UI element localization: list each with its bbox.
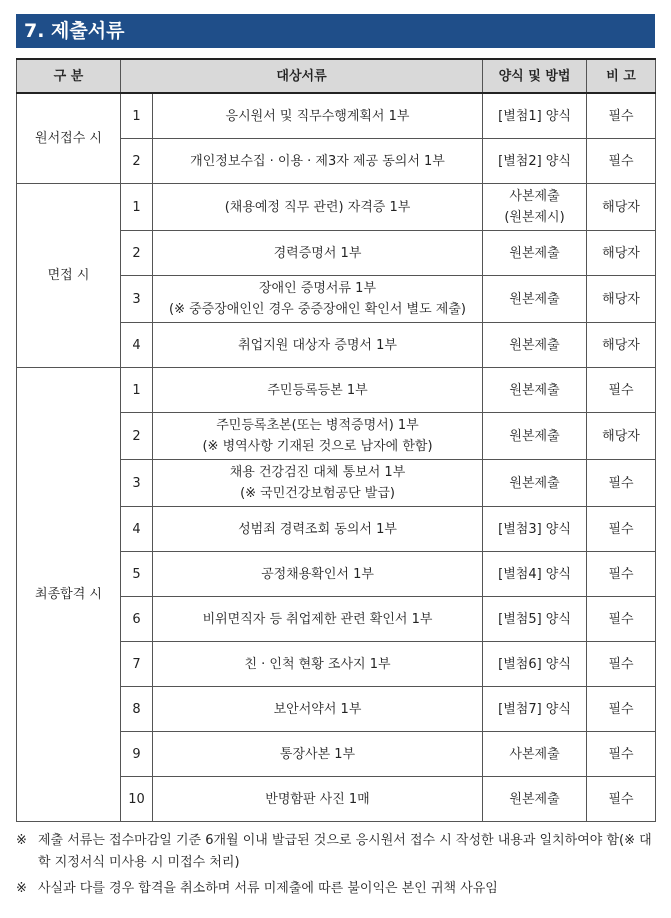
table-header-row [17,59,656,93]
table-row [17,184,656,231]
submission-method [483,507,587,552]
document-name-text: 주민등록초본(또는 병적증명서) 1부 [216,418,419,433]
row-number-text: 1 [132,108,141,124]
remark-text: 필수 [608,382,634,398]
row-number-text: 9 [132,746,141,762]
row-number-text: 2 [132,428,141,444]
document-name-text: 개인정보수집 · 이용 · 제3자 제공 동의서 1부 [190,153,445,169]
submission-method [483,413,587,460]
document-name [153,231,483,276]
submission-method [483,732,587,777]
row-number [121,552,153,597]
remark [587,507,656,552]
submission-method-note: (원본제시) [504,210,565,225]
submission-method-text: [별첨7] 양식 [498,701,571,717]
submission-method-text: 원본제출 [509,382,560,398]
document-name [153,276,483,323]
row-number [121,777,153,822]
header-category: 구 분 [17,59,121,93]
row-number-text: 6 [132,611,141,627]
document-name-text: 주민등록등본 1부 [267,382,368,398]
note-mark: ※ [16,881,27,896]
submission-method-text: [별첨5] 양식 [498,611,571,627]
document-name-text: 장애인 증명서류 1부 [259,281,376,296]
document-name [153,687,483,732]
category-cell: 최종합격 시 [17,368,121,822]
document-name-text: 친 · 인척 현황 조사지 1부 [244,656,391,672]
submission-method-text: [별첨2] 양식 [498,153,571,169]
table-row [17,93,656,139]
remark [587,323,656,368]
submission-method-text: 원본제출 [509,291,560,307]
document-name-text: 비위면직자 등 취업제한 관련 확인서 1부 [202,611,433,627]
submission-method [483,642,587,687]
row-number-text: 1 [132,199,141,215]
submission-method-text: 원본제출 [509,428,560,444]
submission-method-text: [별첨6] 양식 [498,656,571,672]
document-name [153,507,483,552]
remark [587,139,656,184]
document-name-text: 응시원서 및 직무수행계획서 1부 [225,108,410,124]
remark-text: 필수 [608,475,634,491]
submission-method-text: [별첨1] 양식 [498,108,571,124]
remark-text: 필수 [608,611,634,627]
document-name [153,460,483,507]
remark-text: 해당자 [602,291,640,307]
row-number [121,460,153,507]
remark-text: 해당자 [602,245,640,261]
document-name-text: (채용예정 직무 관련) 자격증 1부 [224,199,411,215]
row-number [121,93,153,139]
submission-method [483,184,587,231]
submission-method-text: 원본제출 [509,245,560,261]
remark [587,460,656,507]
remark [587,552,656,597]
remark-text: 필수 [608,566,634,582]
submission-method [483,139,587,184]
notes [16,830,661,904]
submission-method [483,368,587,413]
remark-text: 해당자 [602,428,640,444]
document-name [153,777,483,822]
document-name-text: 성범죄 경력조회 동의서 1부 [238,521,397,537]
remark-text: 필수 [608,153,634,169]
remark-text: 필수 [608,521,634,537]
submission-method-text: 원본제출 [509,791,560,807]
document-note: (※ 병역사항 기재된 것으로 남자에 한함) [202,439,433,454]
remark-text: 필수 [608,656,634,672]
row-number-text: 2 [132,153,141,169]
row-number-text: 3 [132,475,141,491]
document-note: (※ 국민건강보험공단 발급) [240,486,395,501]
document-name [153,323,483,368]
note-item [16,830,661,874]
section-title: 7. 제출서류 [16,14,655,48]
remark [587,597,656,642]
remark-text: 필수 [608,108,634,124]
row-number-text: 1 [132,382,141,398]
document-name-text: 통장사본 1부 [279,746,356,762]
row-number [121,687,153,732]
row-number [121,642,153,687]
remark-text: 해당자 [602,337,640,353]
submission-method-text: [별첨3] 양식 [498,521,571,537]
remark [587,413,656,460]
row-number-text: 2 [132,245,141,261]
remark [587,231,656,276]
document-name-text: 취업지원 대상자 증명서 1부 [238,337,397,353]
row-number [121,184,153,231]
remark [587,687,656,732]
table-body [17,93,656,822]
row-number [121,597,153,642]
row-number-text: 10 [128,791,145,807]
remark [587,184,656,231]
document-name-text: 보안서약서 1부 [273,701,362,717]
document-name [153,139,483,184]
document-name [153,184,483,231]
table-row [17,368,656,413]
row-number-text: 4 [132,521,141,537]
row-number-text: 3 [132,291,141,307]
submission-method [483,460,587,507]
row-number-text: 4 [132,337,141,353]
remark-text: 해당자 [602,199,640,215]
document-name-text: 반명함판 사진 1매 [265,791,370,807]
document-note: (※ 중증장애인인 경우 중증장애인 확인서 별도 제출) [169,302,466,317]
submission-method-text: 사본제출 [509,746,560,762]
document-name-text: 공정채용확인서 1부 [261,566,374,582]
row-number [121,368,153,413]
row-number-text: 7 [132,656,141,672]
remark [587,93,656,139]
document-name [153,93,483,139]
note-mark: ※ [16,833,27,848]
row-number-text: 5 [132,566,141,582]
row-number [121,507,153,552]
row-number [121,139,153,184]
note-text: 제출 서류는 접수마감일 기준 6개월 이내 발급된 것으로 응시원서 접수 시 작성한 내용과 일치하여야 함(※ 대학 지정서식 미사용 시 미접수 처리) [38,833,652,870]
document-name-text: 채용 건강검진 대체 통보서 1부 [229,465,406,480]
document-name [153,642,483,687]
submission-method [483,597,587,642]
document-name [153,597,483,642]
note-text: 사실과 다를 경우 합격을 취소하며 서류 미제출에 따른 불이익은 본인 귀책 사유임 [38,881,498,896]
submission-method-text: 사본제출 [509,189,560,204]
row-number [121,323,153,368]
document-name [153,552,483,597]
remark [587,368,656,413]
remark-text: 필수 [608,746,634,762]
header-document: 대상서류 [121,59,483,93]
remark [587,732,656,777]
submission-method [483,687,587,732]
document-name [153,413,483,460]
document-name-text: 경력증명서 1부 [273,245,362,261]
document-table [16,58,656,822]
header-remark: 비 고 [587,59,656,93]
note-item [16,878,661,900]
row-number [121,732,153,777]
row-number [121,231,153,276]
remark-text: 필수 [608,791,634,807]
document-name [153,368,483,413]
submission-method [483,777,587,822]
category-cell: 면접 시 [17,184,121,368]
submission-method [483,93,587,139]
submission-method [483,231,587,276]
remark [587,276,656,323]
row-number [121,413,153,460]
submission-method [483,276,587,323]
header-method: 양식 및 방법 [483,59,587,93]
submission-method-text: [별첨4] 양식 [498,566,571,582]
row-number-text: 8 [132,701,141,717]
document-name [153,732,483,777]
remark-text: 필수 [608,701,634,717]
submission-method [483,323,587,368]
row-number [121,276,153,323]
submission-method-text: 원본제출 [509,337,560,353]
remark [587,642,656,687]
category-cell: 원서접수 시 [17,93,121,184]
remark [587,777,656,822]
submission-method [483,552,587,597]
submission-method-text: 원본제출 [509,475,560,491]
